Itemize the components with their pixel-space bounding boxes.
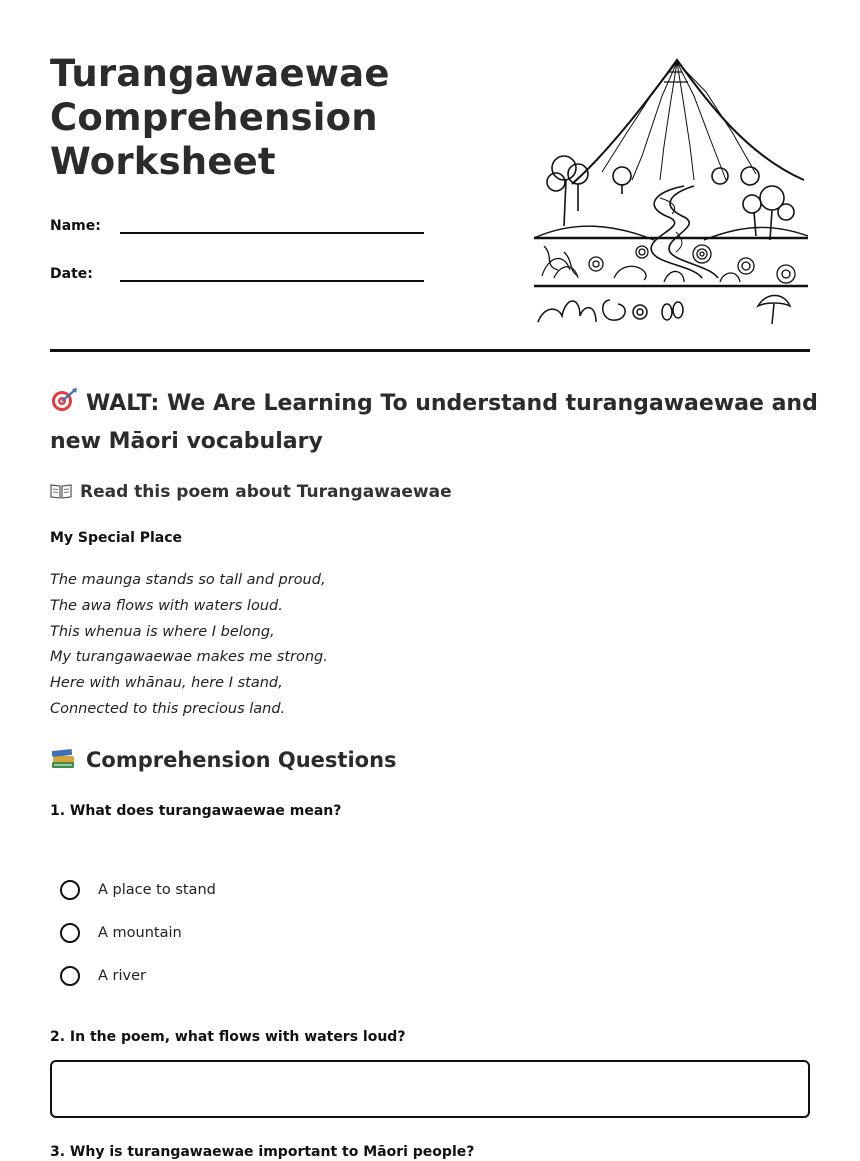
question-3: 3. Why is turangawaewae important to Māori people? [50, 1144, 475, 1160]
reading-heading [50, 482, 452, 502]
poem-line: Here with whānau, here I stand, [50, 675, 283, 692]
questions-heading [50, 746, 397, 772]
radio-button[interactable] [60, 923, 80, 943]
poem-line: Connected to this precious land. [50, 700, 286, 717]
name-field[interactable] [120, 208, 424, 234]
name-label: Name: [50, 218, 101, 234]
question-1-options [60, 868, 216, 997]
landscape-illustration [534, 56, 808, 324]
reading-heading-text: Read this poem about Turangawaewae [80, 482, 452, 502]
books-icon [50, 746, 78, 772]
date-label: Date: [50, 266, 93, 282]
question-1: 1. What does turangawaewae mean? [50, 803, 342, 819]
poem-line: This whenua is where I belong, [50, 623, 275, 640]
date-field[interactable] [120, 256, 424, 282]
radio-button[interactable] [60, 880, 80, 900]
date-field-row [50, 256, 424, 282]
questions-heading-text: Comprehension Questions [86, 748, 397, 772]
poem-line: The maunga stands so tall and proud, [50, 572, 326, 588]
target-icon [50, 385, 78, 423]
walt-heading [50, 385, 820, 461]
poem-title: My Special Place [50, 530, 183, 546]
mountain-outline [572, 60, 804, 184]
option-label: A river [98, 967, 146, 984]
option-place-to-stand[interactable] [60, 868, 216, 911]
option-label: A mountain [98, 924, 182, 941]
page-title [50, 52, 470, 184]
worksheet-header [50, 52, 810, 352]
title-line-2: Comprehension [50, 96, 378, 139]
option-river[interactable] [60, 954, 216, 997]
question-2-answer-box[interactable] [50, 1060, 810, 1118]
walt-text: WALT: We Are Learning To understand turangawaewae and new Māori vocabulary [50, 391, 818, 454]
option-mountain[interactable] [60, 911, 216, 954]
question-2: 2. In the poem, what flows with waters loud? [50, 1029, 406, 1045]
poem-line: My turangawaewae makes me strong. [50, 649, 328, 666]
poem [50, 568, 328, 723]
bottom-motifs [538, 296, 790, 325]
title-line-3: Worksheet [50, 140, 276, 183]
open-book-icon [50, 482, 72, 502]
title-line-1: Turangawaewae [50, 52, 390, 95]
option-label: A place to stand [98, 881, 216, 898]
radio-button[interactable] [60, 966, 80, 986]
name-field-row [50, 208, 424, 234]
header-divider [50, 349, 810, 352]
poem-line: The awa flows with waters loud. [50, 597, 283, 614]
trees-left [547, 156, 631, 226]
